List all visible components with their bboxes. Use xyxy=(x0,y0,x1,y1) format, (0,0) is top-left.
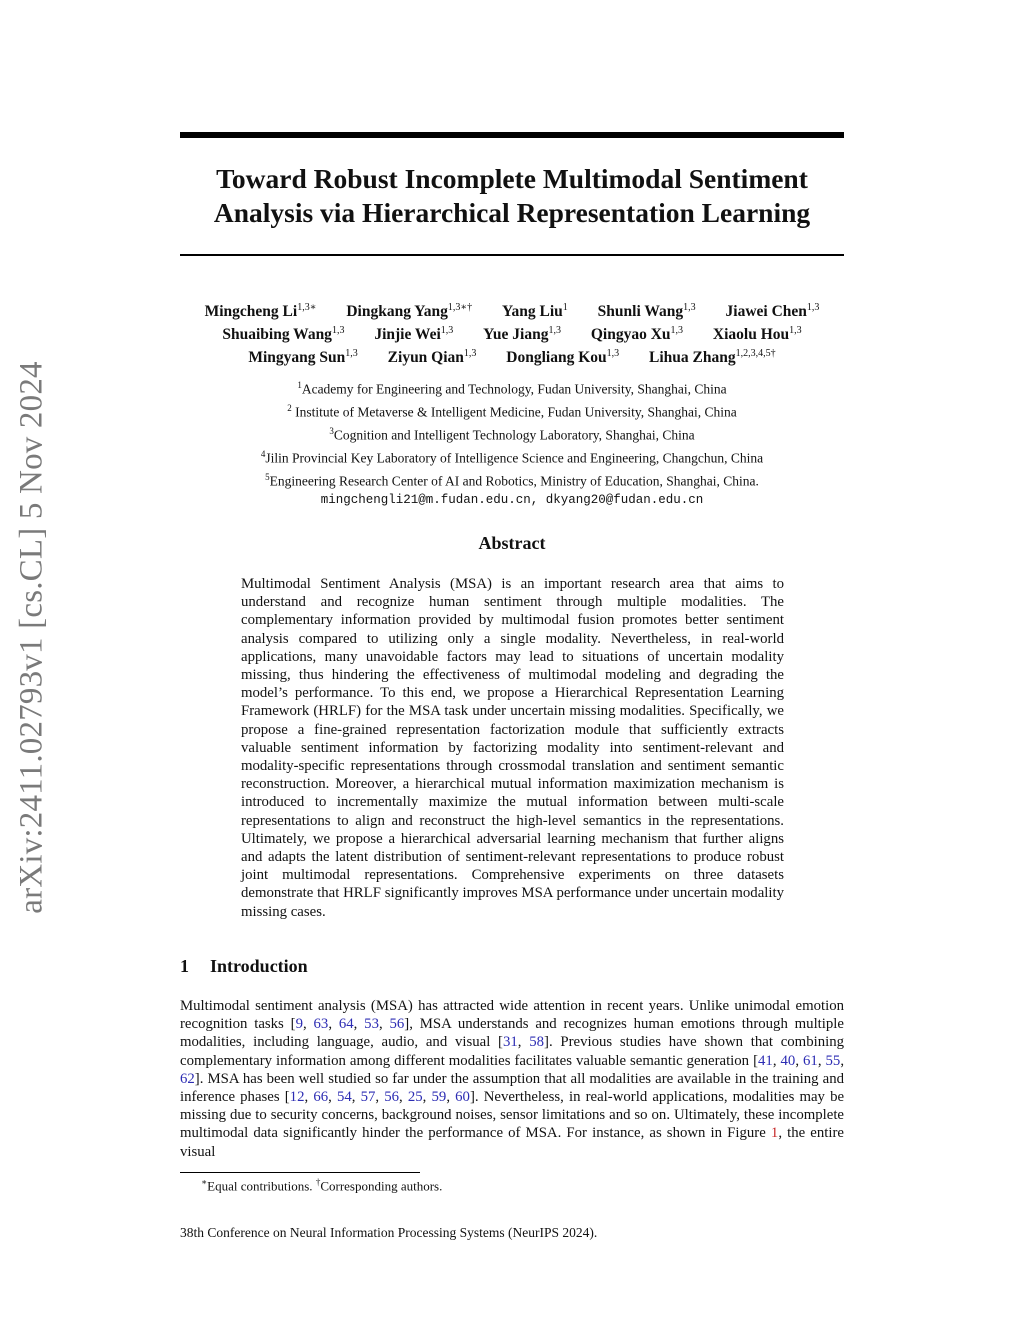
figure-reference-link[interactable]: 1 xyxy=(770,1125,779,1142)
citation-link[interactable]: 56 xyxy=(384,1089,400,1106)
section-heading xyxy=(180,956,308,977)
author: Jiawei Chen$^{1,3}$ xyxy=(725,302,820,321)
author-emails[interactable]: mingchengli21@m.fudan.edu.cn, dkyang20@fudan.edu.cn xyxy=(320,493,704,507)
author: Mingcheng $Li^{1,3∗}$ xyxy=(204,302,317,321)
author: Dingkang Yang$^{1,3∗\dagger}$ xyxy=(346,302,473,321)
citation-link[interactable]: 60 xyxy=(455,1089,470,1106)
citation-link[interactable]: 66 xyxy=(313,1089,329,1106)
author: Dongliang Kou$^{1,3}$ xyxy=(506,348,620,367)
author: Shunli Wang$^{1,3}$ xyxy=(597,302,696,321)
author: Yang Liu$^1$ xyxy=(502,302,568,321)
footnote-rule xyxy=(180,1172,420,1173)
affiliation: $^2$ Institute of Metaverse & Intelligent Medicine, Fudan University, Shanghai, China xyxy=(287,403,737,420)
affiliation-list xyxy=(150,376,874,510)
citation-link[interactable]: 55 xyxy=(825,1052,841,1069)
citation-link[interactable]: 56 xyxy=(389,1016,405,1033)
author-list xyxy=(150,298,874,367)
author-row xyxy=(150,321,874,344)
author: Xiaolu Hou$^{1,3}$ xyxy=(712,325,802,344)
affiliation: $^1$Academy for Engineering and Technology, Fudan University, Shanghai, China xyxy=(297,380,727,397)
citation-link[interactable]: 25 xyxy=(407,1089,423,1106)
author: Mingyang Sun$^{1,3}$ xyxy=(248,348,358,367)
author-row xyxy=(150,344,874,367)
affiliation: $^3$Cognition and Intelligent Technology Laboratory, Shanghai, China xyxy=(329,426,695,443)
author: Qingyao Xu$^{1,3}$ xyxy=(590,325,684,344)
citation-link[interactable]: 62 xyxy=(180,1070,195,1087)
citation-link[interactable]: 9 xyxy=(295,1016,303,1033)
paper-title xyxy=(180,162,844,230)
author: Shuaibing Wang$^{1,3}$ xyxy=(222,325,345,344)
author: Jinjie Wei$^{1,3}$ xyxy=(374,325,454,344)
citation-link[interactable]: 64 xyxy=(338,1016,354,1033)
title-bottom-rule xyxy=(180,254,844,256)
citation-link[interactable]: 54 xyxy=(336,1089,352,1106)
venue-note: 38th Conference on Neural Information Processing Systems (NeurIPS 2024). xyxy=(180,1225,598,1240)
citation-link[interactable]: 53 xyxy=(364,1016,379,1033)
title-line-1: Toward Robust Incomplete Multimodal Sentiment xyxy=(216,163,808,194)
introduction-paragraph: Multimodal sentiment analysis (MSA) has attracted wide attention in recent years. Unlike unimodal emotion recognition tasks [9, 63, 64, 53, 56], MSA understands and recognizes human emotions through multiple modalities, including language, audio, and visual [31, 58]. Previous studies have shown that combining complementary information among different modalities facilitates valuable semantic generation [41, 40, 61, 55, 62]. MSA has been well studied so far under the assumption that all modalities are available in the training and inference phases [12, 66, 54, 57, 56, 25, 59, 60]. Nevertheless, in real-world applications, modalities may be missing due to security concerns, background noises, sensor limitations and so on. Ultimately, these incomplete multimodal data significantly hinder the performance of MSA. For instance, as shown in Figure 1, the entire visual xyxy=(180,998,845,1160)
citation-link[interactable]: 58 xyxy=(529,1034,545,1051)
citation-link[interactable]: 59 xyxy=(431,1089,447,1106)
author: Lihua Zhang$^{1,2,3,4,5\dagger}$ xyxy=(649,348,776,367)
citation-link[interactable]: 41 xyxy=(758,1052,773,1069)
author-row xyxy=(150,298,874,321)
abstract-body: Multimodal Sentiment Analysis (MSA) is an important research area that aims to understand and recognize human sentiment through multiple modalities. The complementary information provided by multimodal fusion promotes better sentiment analysis compared to utilizing only a single modality. Nevertheless, in real-world applications, many unavoidable factors may lead to situations of uncertain modality missing, thus hindering the effectiveness of multimodal modeling and degrading the model’s performance. To this end, we propose a Hierarchical Representation Learning Framework (HRLF) for the MSA task under uncertain missing modalities. Specifically, we propose a fine-grained representation factorization module that sufficiently extracts valuable sentiment information by factorizing modality into sentiment-relevant and modality-specific representations through crossmodal translation and sentiment semantic reconstruction. Moreover, a hierarchical mutual information maximization mechanism is introduced to incrementally maximize the mutual information between multi-scale representations to align and reconstruct the high-level semantics in the representations. Ultimately, we propose a hierarchical adversarial learning mechanism that further aligns and adapts the latent distribution of sentiment-relevant representations to produce robust joint multimodal representations. Comprehensive experiments on three datasets demonstrate that HRLF significantly improves MSA performance under uncertain modality missing cases. xyxy=(241,576,784,920)
section-number: 1 xyxy=(180,956,189,976)
citation-link[interactable]: 57 xyxy=(360,1089,376,1106)
author: Ziyun Qian$^{1,3}$ xyxy=(387,348,477,367)
citation-link[interactable]: 12 xyxy=(289,1089,305,1106)
title-line-2: Analysis via Hierarchical Representation Learning xyxy=(213,197,811,228)
author: Yue Jiang$^{1,3}$ xyxy=(483,325,561,344)
footnote: ∗Equal contributions. †Corresponding authors. xyxy=(201,1177,443,1194)
citation-link[interactable]: 31 xyxy=(502,1034,518,1051)
section-title: Introduction xyxy=(210,956,308,976)
affiliation: $^5$Engineering Research Center of AI and Robotics, Ministry of Education, Shanghai, China. xyxy=(265,472,759,489)
citation-link[interactable]: 40 xyxy=(780,1052,796,1069)
abstract-heading: Abstract xyxy=(478,533,546,553)
arxiv-identifier: arXiv:2411.02793v1 [cs.CL] 5 Nov 2024 xyxy=(13,361,50,914)
citation-link[interactable]: 61 xyxy=(803,1052,818,1069)
citation-link[interactable]: 63 xyxy=(313,1016,329,1033)
affiliation: $^4$Jilin Provincial Key Laboratory of Intelligence Science and Engineering, Changchun, China xyxy=(260,449,764,466)
title-top-rule xyxy=(180,132,844,138)
